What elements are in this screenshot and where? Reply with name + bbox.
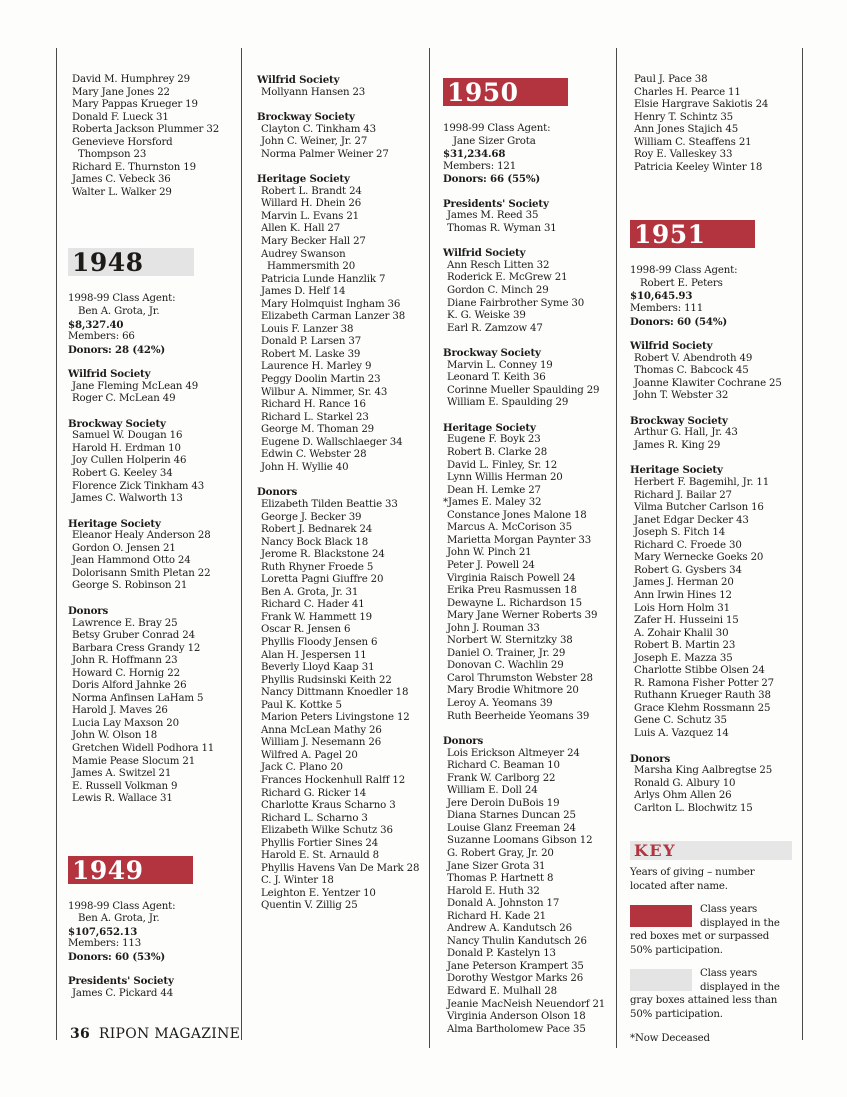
list-item: Gordon O. Jensen 21 (72, 542, 176, 554)
list-item: Doris Alford Jahnke 26 (72, 680, 187, 692)
list-item: Marion Peters Livingstone 12 (261, 712, 410, 724)
list-item: Phyllis Havens Van De Mark 28 (261, 862, 420, 874)
section-heading: Brockway Society (257, 111, 355, 124)
section-heading: Presidents' Society (443, 197, 549, 210)
list-item: K. G. Weiske 39 (447, 310, 526, 322)
list-item: Leroy A. Yeomans 39 (447, 697, 553, 709)
heritage-list (68, 530, 238, 593)
brockway-list (443, 360, 615, 410)
list-item: Carol Thrumston Webster 28 (447, 672, 593, 684)
list-item: Paul K. Kottke 5 (261, 699, 342, 711)
agent-label: 1998-99 Class Agent: (68, 900, 176, 912)
wilfrid-list (68, 381, 238, 406)
column-1 (68, 74, 238, 1001)
section-heading: Heritage Society (257, 173, 350, 186)
list-item: Ann Resch Litten 32 (447, 259, 550, 271)
list-item: Howard C. Hornig 22 (72, 667, 180, 679)
list-item: Mary Jane Werner Roberts 39 (447, 610, 598, 622)
list-item: Mary Jane Jones 22 (72, 86, 170, 98)
section-heading: Brockway Society (443, 347, 541, 360)
continued-list (68, 74, 238, 199)
list-item: Richard L. Scharno 3 (261, 812, 368, 824)
list-item: *James E. Maley 32 (443, 497, 542, 509)
column-rule-3 (429, 48, 430, 1048)
list-item: Mamie Pease Slocum 21 (72, 755, 196, 767)
list-item: Thomas C. Babcock 45 (634, 365, 749, 377)
list-item: Phyllis Rudsinski Keith 22 (261, 674, 392, 686)
list-item: Elizabeth Tilden Beattie 33 (261, 498, 398, 510)
list-item: Lois Erickson Altmeyer 24 (447, 747, 580, 759)
list-item: Janet Edgar Decker 43 (634, 514, 749, 526)
list-item: Richard H. Kade 21 (447, 910, 546, 922)
list-item: George S. Robinson 21 (72, 580, 188, 592)
list-item: Peter J. Powell 24 (447, 559, 535, 571)
donors-count: Donors: 28 (42%) (68, 343, 166, 356)
section-heading: Heritage Society (443, 421, 536, 434)
list-item: Suzanne Loomans Gibson 12 (447, 835, 593, 847)
list-item: Phyllis Fortier Sines 24 (261, 837, 379, 849)
class-total: $31,234.68 (443, 148, 506, 161)
key-red-entry (630, 903, 790, 957)
list-item: Lawrence E. Bray 25 (72, 617, 178, 629)
list-item: Harold E. Huth 32 (447, 885, 540, 897)
list-item: G. Robert Gray, Jr. 20 (447, 847, 554, 859)
list-item: Phyllis Floody Jensen 6 (261, 636, 378, 648)
list-item: Roger C. McLean 49 (72, 393, 176, 405)
list-item: Roberta Jackson Plummer 32 (72, 124, 220, 136)
list-item: John R. Hoffmann 23 (72, 655, 178, 667)
list-item: Lewis R. Wallace 31 (72, 793, 173, 805)
donors-count: Donors: 60 (53%) (68, 950, 166, 963)
list-item: Ben A. Grota, Jr. 31 (261, 586, 359, 598)
section-heading: Presidents' Society (68, 975, 174, 988)
list-item: Harold J. Maves 26 (72, 705, 168, 717)
section-heading: Wilfrid Society (257, 74, 340, 86)
donors-count: Donors: 66 (55%) (443, 173, 541, 186)
list-item: William C. Steaffens 21 (634, 136, 752, 148)
list-item: Edward E. Mulhall 28 (447, 986, 557, 997)
red-swatch (630, 905, 692, 927)
list-item: Donald F. Lueck 31 (72, 111, 169, 123)
list-item: Richard L. Starkel 23 (261, 411, 369, 423)
list-item: R. Ramona Fisher Potter 27 (634, 677, 775, 689)
section-heading: Donors (68, 604, 109, 617)
list-item: Henry T. Schintz 35 (634, 111, 733, 123)
column-rule-5 (802, 48, 803, 1040)
list-item: Harold E. St. Arnauld 8 (261, 850, 379, 862)
list-item: Nancy Dittmann Knoedler 18 (261, 687, 409, 699)
list-item: Roy E. Valleskey 33 (634, 149, 733, 161)
agent-name: Ben A. Grota, Jr. (78, 913, 160, 925)
list-item: Leighton E. Yentzer 10 (261, 887, 376, 899)
list-item: Wilbur A. Nimmer, Sr. 43 (261, 386, 388, 398)
class-year-box-1949 (68, 856, 193, 884)
list-item: David L. Finley, Sr. 12 (447, 459, 558, 471)
list-item: Louise Glanz Freeman 24 (447, 822, 576, 834)
list-item: Richard G. Ricker 14 (261, 787, 367, 799)
list-item: Arlys Ohm Allen 26 (634, 790, 732, 802)
list-item: John H. Wyllie 40 (261, 461, 349, 473)
list-item: Oscar R. Jensen 6 (261, 624, 351, 636)
list-item: Patricia Keeley Winter 18 (634, 161, 763, 173)
list-item: Dewayne L. Richardson 15 (447, 597, 583, 609)
presidents-list (68, 988, 238, 1001)
list-item: A. Zohair Khalil 30 (634, 627, 729, 639)
key-gray-entry (630, 967, 790, 1021)
list-item: Florence Zick Tinkham 43 (72, 480, 205, 492)
list-item: Eleanor Healy Anderson 28 (72, 530, 211, 542)
donors-list (257, 499, 427, 913)
list-item: Edwin C. Webster 28 (261, 449, 367, 461)
list-item: Dorothy Westgor Marks 26 (447, 973, 584, 985)
list-item: Eugene D. Wallschlaeger 34 (261, 436, 403, 448)
list-item: Lois Horn Holm 31 (634, 602, 730, 614)
wilfrid-list (257, 87, 427, 100)
list-item: Elsie Hargrave Sakiotis 24 (634, 99, 769, 111)
section-heading: Heritage Society (630, 464, 723, 477)
class-year-1949: 1949 (72, 855, 144, 885)
list-item: Walter L. Walker 29 (72, 186, 172, 198)
class-year-1950: 1950 (447, 78, 519, 107)
agent-name: Ben A. Grota, Jr. (78, 306, 160, 318)
class-total: $107,652.13 (68, 925, 138, 938)
list-item: Beverly Lloyd Kaap 31 (261, 662, 375, 674)
list-item: Louis F. Lanzer 38 (261, 323, 354, 335)
list-item: Gordon C. Minch 29 (447, 285, 549, 297)
list-item: Jane Sizer Grota 31 (447, 860, 546, 872)
gray-swatch (630, 969, 692, 991)
list-item: Jane Peterson Krampert 35 (447, 960, 584, 972)
list-item: Audrey Swanson (261, 248, 346, 260)
list-item: Diana Starnes Duncan 25 (447, 810, 576, 822)
list-item: Robert B. Clarke 28 (447, 447, 548, 459)
list-item: Marvin L. Evans 21 (261, 210, 359, 222)
list-item: Donald A. Johnston 17 (447, 898, 560, 910)
list-item: Mary Pappas Krueger 19 (72, 99, 198, 111)
list-item: Quentin V. Zillig 25 (261, 900, 358, 912)
agent-name: Robert E. Peters (640, 277, 723, 289)
list-item: James C. Vebeck 36 (72, 174, 171, 186)
list-item: Zafer H. Husseini 15 (634, 615, 739, 627)
section-heading: Donors (630, 752, 671, 765)
list-item: Richard H. Rance 16 (261, 399, 366, 411)
agent-label: 1998-99 Class Agent: (630, 265, 738, 277)
members-count: Members: 113 (68, 938, 142, 950)
list-item: George J. Becker 39 (261, 511, 362, 523)
list-item: William E. Doll 24 (447, 785, 538, 797)
list-item: James A. Switzel 21 (72, 768, 172, 780)
list-item: Daniel O. Trainer, Jr. 29 (447, 647, 566, 659)
list-item: Laurence H. Marley 9 (261, 361, 372, 373)
list-item: James M. Reed 35 (447, 210, 539, 222)
list-item: David M. Humphrey 29 (72, 74, 190, 85)
brockway-list (68, 430, 238, 505)
list-item: Nancy Thulin Kandutsch 26 (447, 935, 587, 947)
key-years-text: Years of giving – number located after name. (630, 867, 755, 892)
members-count: Members: 111 (630, 303, 704, 315)
list-item: Carlton L. Blochwitz 15 (634, 802, 753, 814)
list-item: Arthur G. Hall, Jr. 43 (634, 427, 738, 439)
list-item: Mary Holmquist Ingham 36 (261, 298, 401, 310)
list-item: C. J. Winter 18 (261, 875, 334, 887)
key-deceased-note: *Now Deceased (630, 1033, 710, 1045)
list-item: Dean H. Lemke 27 (447, 484, 541, 496)
list-item: Richard C. Froede 30 (634, 539, 742, 551)
column-2 (257, 74, 427, 913)
list-item: John T. Webster 32 (634, 390, 729, 402)
list-item: Jeanie MacNeish Neuendorf 21 (447, 998, 606, 1010)
page-footer (70, 1026, 240, 1042)
section-heading: Wilfrid Society (443, 247, 526, 260)
section-heading: Brockway Society (68, 417, 166, 430)
list-item: Joy Cullen Holperin 46 (72, 455, 187, 467)
list-item: Roderick E. McGrew 21 (447, 272, 568, 284)
list-item: Allen K. Hall 27 (261, 223, 341, 235)
donors-list (68, 618, 238, 806)
list-item: Ronald G. Albury 10 (634, 777, 736, 789)
list-item: Gretchen Widell Podhora 11 (72, 742, 215, 754)
section-heading: Wilfrid Society (630, 340, 713, 353)
list-item: Robert M. Laske 39 (261, 348, 361, 360)
list-item: Elizabeth Wilke Schutz 36 (261, 825, 393, 837)
list-item: John W. Pinch 21 (447, 547, 532, 559)
list-item: Thomas R. Wyman 31 (447, 222, 557, 234)
list-item: Donovan C. Wachlin 29 (447, 660, 564, 672)
agent-name: Jane Sizer Grota (453, 135, 536, 147)
list-item: Betsy Gruber Conrad 24 (72, 630, 195, 642)
heritage-list (630, 477, 798, 740)
list-item: E. Russell Volkman 9 (72, 780, 178, 792)
list-item: Mary Brodie Whitmore 20 (447, 685, 579, 697)
column-4 (630, 74, 798, 1046)
column-rule-2 (241, 48, 242, 1040)
list-item: John W. Olson 18 (72, 730, 158, 742)
list-item: Nancy Bock Black 18 (261, 536, 369, 548)
list-item: Gene C. Schutz 35 (634, 715, 727, 727)
class-year-1948: 1948 (72, 248, 144, 278)
list-item: Jack C. Plano 20 (261, 762, 343, 774)
list-item: Richard C. Hader 41 (261, 599, 365, 611)
section-heading: Heritage Society (68, 517, 161, 530)
list-item: Frank W. Carlborg 22 (447, 772, 556, 784)
list-item: Virginia Anderson Olson 18 (447, 1011, 586, 1023)
donors-list (443, 748, 615, 1037)
list-item: Vilma Butcher Carlson 16 (634, 502, 764, 514)
list-item: Grace Klehm Rossmann 25 (634, 702, 771, 714)
list-item: James C. Pickard 44 (72, 987, 174, 999)
list-item: Barbara Cress Grandy 12 (72, 642, 201, 654)
list-item: Loretta Pagni Giuffre 20 (261, 574, 384, 586)
list-item: Norbert W. Sternitzky 38 (447, 635, 573, 647)
list-item: Marsha King Aalbregtse 25 (634, 765, 773, 777)
list-item: Alma Bartholomew Pace 35 (447, 1023, 586, 1035)
section-heading: Brockway Society (630, 414, 728, 427)
list-item: Mollyann Hansen 23 (261, 86, 366, 98)
list-item: Ruth Rhyner Froede 5 (261, 561, 374, 573)
list-item: Genevieve Horsford (72, 136, 173, 148)
list-item: James C. Walworth 13 (72, 493, 183, 505)
list-item: Hammersmith 20 (267, 261, 356, 273)
list-item: Peggy Doolin Martin 23 (261, 374, 381, 386)
list-item: Samuel W. Dougan 16 (72, 430, 183, 442)
continued-list (630, 74, 798, 174)
list-item: Richard E. Thurnston 19 (72, 161, 196, 173)
key-gray-text: Class years displayed in the gray boxes attained less than 50% participation. (630, 968, 780, 1020)
list-item: Donald P. Larsen 37 (261, 336, 362, 348)
column-rule-1 (56, 48, 57, 1040)
list-item: Harold H. Erdman 10 (72, 442, 181, 454)
class-year-1951: 1951 (634, 220, 706, 250)
list-item: Elizabeth Carman Lanzer 38 (261, 311, 406, 323)
list-item: Jane Fleming McLean 49 (72, 380, 199, 392)
members-count: Members: 121 (443, 160, 517, 172)
list-item: Joseph S. Fitch 14 (634, 527, 726, 539)
list-item: Charlotte Kraus Scharno 3 (261, 800, 396, 812)
list-item: Patricia Lunde Hanzlik 7 (261, 273, 386, 285)
list-item: Lynn Willis Herman 20 (447, 472, 563, 484)
donors-list (630, 765, 798, 815)
list-item: Clayton C. Tinkham 43 (261, 123, 376, 135)
list-item: Alan H. Jespersen 11 (261, 649, 367, 661)
list-item: John C. Weiner, Jr. 27 (261, 136, 368, 148)
list-item: Herbert F. Bagemihl, Jr. 11 (634, 477, 770, 489)
list-item: Diane Fairbrother Syme 30 (447, 297, 585, 309)
list-item: Andrew A. Kandutsch 26 (447, 923, 572, 935)
list-item: Frank W. Hammett 19 (261, 611, 372, 623)
list-item: Thompson 23 (78, 149, 147, 161)
magazine-name: RIPON MAGAZINE (98, 1026, 241, 1042)
list-item: Jere Deroin DuBois 19 (447, 797, 560, 809)
list-item: Ruth Beerheide Yeomans 39 (447, 710, 590, 722)
list-item: Marcus A. McCorison 35 (447, 522, 572, 534)
list-item: Ann Jones Stajich 45 (634, 124, 739, 136)
list-item: George M. Thoman 29 (261, 424, 375, 436)
list-item: William E. Spaulding 29 (447, 397, 569, 409)
agent-label: 1998-99 Class Agent: (443, 123, 551, 134)
list-item: Joanne Klawiter Cochrane 25 (634, 377, 782, 389)
list-item: Robert L. Brandt 24 (261, 185, 362, 197)
list-item: Erika Preu Rasmussen 18 (447, 585, 577, 597)
key-title: KEY (630, 841, 792, 860)
list-item: Robert V. Abendroth 49 (634, 352, 753, 364)
page-number: 36 (70, 1026, 91, 1042)
members-count: Members: 66 (68, 331, 135, 343)
list-item: Luis A. Vazquez 14 (634, 727, 729, 739)
list-item: Eugene F. Boyk 23 (447, 434, 541, 446)
list-item: Charlotte Stibbe Olsen 24 (634, 665, 765, 677)
list-item: Wilfred A. Pagel 20 (261, 749, 358, 761)
list-item: Jean Hammond Otto 24 (72, 555, 191, 567)
list-item: Robert J. Bednarek 24 (261, 524, 373, 536)
wilfrid-list (630, 353, 798, 403)
list-item: Willard H. Dhein 26 (261, 198, 362, 210)
list-item: Constance Jones Malone 18 (447, 509, 587, 521)
column-rule-4 (616, 48, 617, 1048)
list-item: Marietta Morgan Paynter 33 (447, 534, 592, 546)
wilfrid-list (443, 260, 615, 335)
list-item: James D. Helf 14 (261, 286, 346, 298)
column-3 (443, 74, 615, 1036)
list-item: James R. King 29 (634, 439, 721, 451)
donors-count: Donors: 60 (54%) (630, 315, 728, 328)
list-item: Paul J. Pace 38 (634, 74, 708, 85)
list-item: Virginia Raisch Powell 24 (447, 572, 576, 584)
list-item: Robert G. Gysbers 34 (634, 564, 742, 576)
list-item: Lucia Lay Maxson 20 (72, 717, 179, 729)
list-item: Robert G. Keeley 34 (72, 468, 173, 480)
section-heading: Donors (257, 486, 298, 499)
list-item: Leonard T. Keith 36 (447, 372, 546, 384)
list-item: Charles H. Pearce 11 (634, 86, 741, 98)
list-item: Mary Wernecke Goeks 20 (634, 552, 764, 564)
list-item: Norma Anfinsen LaHam 5 (72, 692, 204, 704)
list-item: William J. Nesemann 26 (261, 737, 382, 749)
list-item: Mary Becker Hall 27 (261, 236, 366, 248)
class-year-box-1951 (630, 220, 755, 248)
list-item: Robert B. Martin 23 (634, 640, 736, 652)
list-item: Jerome R. Blackstone 24 (261, 549, 385, 561)
list-item: Marvin L. Conney 19 (447, 359, 553, 371)
list-item: James J. Herman 20 (634, 577, 734, 589)
list-item: Richard J. Bailar 27 (634, 489, 732, 501)
list-item: Corinne Mueller Spaulding 29 (447, 384, 600, 396)
section-heading: Wilfrid Society (68, 368, 151, 381)
section-heading: Donors (443, 735, 484, 748)
list-item: Dolorisann Smith Pletan 22 (72, 567, 211, 579)
list-item: Richard C. Beaman 10 (447, 760, 560, 772)
class-year-box-1948 (68, 248, 194, 276)
class-year-box-1950 (443, 78, 568, 106)
list-item: John J. Rouman 33 (447, 622, 540, 634)
key-red-text: Class years displayed in the red boxes met or surpassed 50% participation. (630, 904, 780, 956)
heritage-list (443, 434, 615, 723)
brockway-list (257, 124, 427, 162)
list-item: Frances Hockenhull Ralff 12 (261, 774, 406, 786)
list-item: Earl R. Zamzow 47 (447, 322, 543, 334)
class-total: $8,327.40 (68, 318, 124, 331)
presidents-list (443, 210, 615, 235)
list-item: Thomas P. Hartnett 8 (447, 873, 554, 885)
list-item: Norma Palmer Weiner 27 (261, 148, 389, 160)
list-item: Anna McLean Mathy 26 (261, 724, 382, 736)
agent-label: 1998-99 Class Agent: (68, 293, 176, 305)
list-item: Ruthann Krueger Rauth 38 (634, 690, 771, 702)
list-item: Donald P. Kastelyn 13 (447, 948, 556, 960)
list-item: Joseph E. Mazza 35 (634, 652, 733, 664)
list-item: Ann Irwin Hines 12 (634, 589, 732, 601)
heritage-list (257, 186, 427, 475)
class-total: $10,645.93 (630, 290, 693, 303)
brockway-list (630, 427, 798, 452)
